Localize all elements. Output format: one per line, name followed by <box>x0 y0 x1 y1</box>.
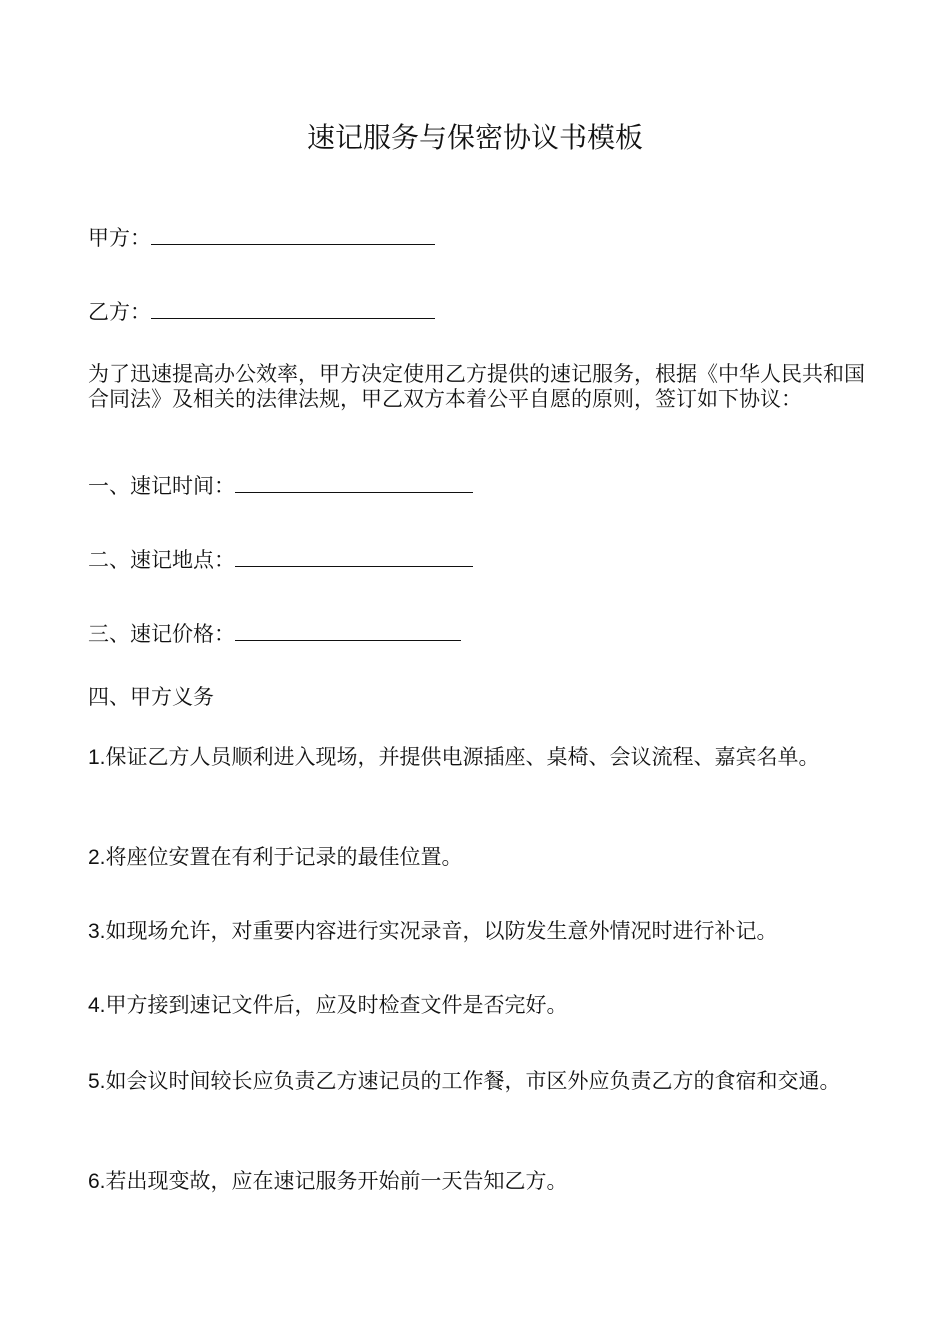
party-a-label: 甲方： <box>88 226 151 250</box>
obligation-number: 5. <box>88 1070 106 1093</box>
obligation-item <box>88 1163 866 1200</box>
party-a-line <box>88 224 868 251</box>
party-b-blank <box>151 298 435 319</box>
item-place-line <box>88 546 868 573</box>
obligation-number: 4. <box>88 994 106 1017</box>
section-four-heading: 四、甲方义务 <box>88 685 214 709</box>
obligation-text: 如会议时间较长应负责乙方速记员的工作餐，市区外应负责乙方的食宿和交通。 <box>105 1069 841 1093</box>
item-price-label: 三、速记价格： <box>88 622 235 646</box>
item-price-blank <box>235 620 461 641</box>
item-place-label: 二、速记地点： <box>88 548 235 572</box>
party-a-blank <box>151 224 435 245</box>
obligation-item <box>88 739 866 776</box>
obligation-number: 2. <box>88 846 106 869</box>
item-time-line <box>88 472 868 499</box>
obligation-item <box>88 1063 866 1100</box>
item-place-blank <box>235 546 473 567</box>
item-time-label: 一、速记时间： <box>88 474 235 498</box>
obligation-text: 将座位安置在有利于记录的最佳位置。 <box>105 845 463 869</box>
document-title: 速记服务与保密协议书模板 <box>306 121 643 154</box>
intro-paragraph: 为了迅速提高办公效率，甲方决定使用乙方提供的速记服务，根据《中华人民共和国合同法》及相关的法律法规，甲乙双方本着公平自愿的原则，签订如下协议： <box>88 362 865 411</box>
obligation-number: 6. <box>88 1170 106 1193</box>
item-price-line <box>88 620 868 647</box>
obligation-text: 甲方接到速记文件后，应及时检查文件是否完好。 <box>105 993 568 1017</box>
obligation-item <box>88 913 866 950</box>
obligation-item <box>88 987 866 1024</box>
party-b-label: 乙方： <box>88 300 151 324</box>
obligation-number: 1. <box>88 746 106 769</box>
item-time-blank <box>235 472 473 493</box>
obligation-item <box>88 839 866 876</box>
obligation-text: 保证乙方人员顺利进入现场，并提供电源插座、桌椅、会议流程、嘉宾名单。 <box>105 745 820 769</box>
obligation-text: 如现场允许，对重要内容进行实况录音，以防发生意外情况时进行补记。 <box>105 919 778 943</box>
party-b-line <box>88 298 868 325</box>
obligation-number: 3. <box>88 920 106 943</box>
obligation-text: 若出现变故，应在速记服务开始前一天告知乙方。 <box>105 1169 568 1193</box>
